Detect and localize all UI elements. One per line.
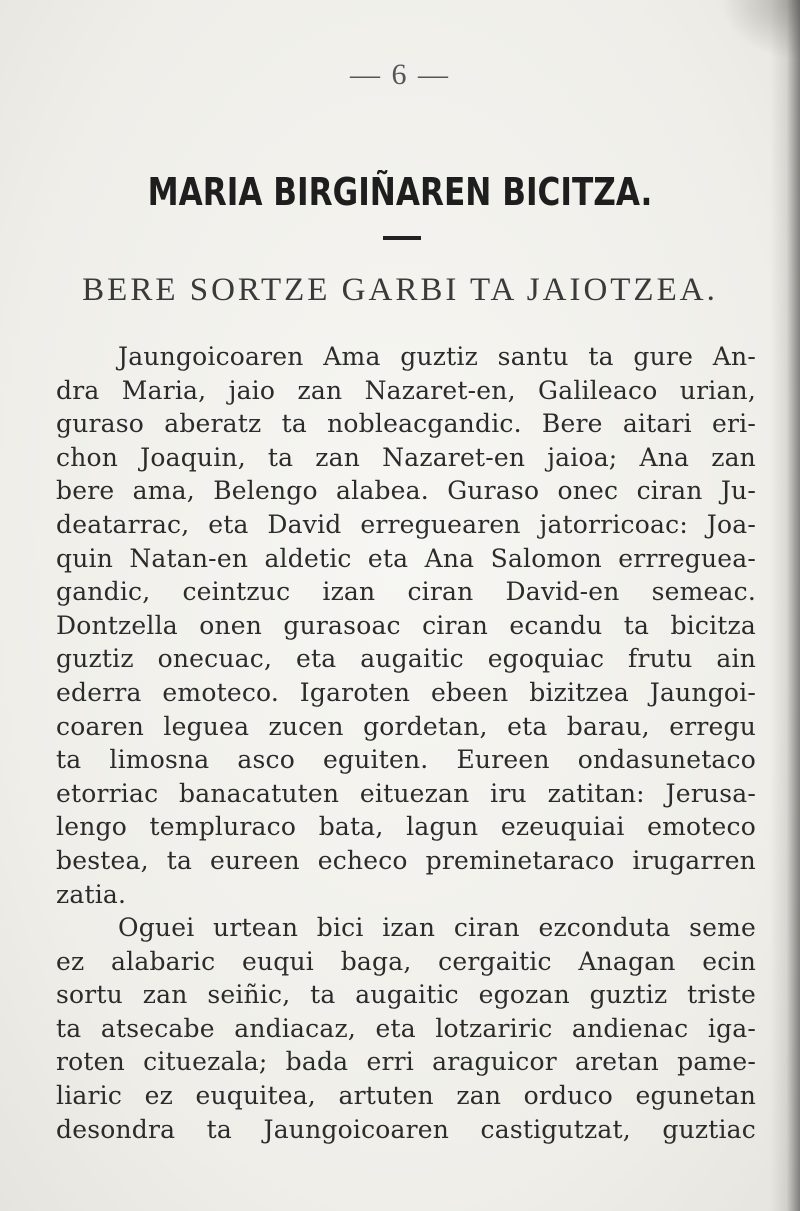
text-line: Dontzella onen gurasoac ciran ecandu ta bicitza [56,610,756,640]
body-text [56,340,756,1146]
text-line: deatarrac, eta David erreguearen jatorricoac: Joa- [56,509,756,539]
text-line: chon Joaquin, ta zan Nazaret-en jaioa; Ana zan [56,442,756,472]
text-line: Oguei urtean bici izan ciran ezconduta seme [118,913,756,943]
page-corner-shadow [720,0,800,60]
text-line: liaric ez euquitea, artuten zan orduco egunetan [56,1081,756,1111]
text-line: etorriac banacatuten eituezan iru zatitan: Jerusa- [56,778,756,808]
text-line: ez alabaric euqui baga, cergaitic Anagan ecin [56,946,756,976]
text-line: lengo templuraco bata, lagun ezeuquiai emoteco [56,812,756,842]
text-line: gandic, ceintzuc izan ciran David-en semeac. [56,577,756,607]
chapter-title: MARIA BIRGIÑAREN BICITZA. [147,170,653,214]
title-divider [383,236,421,240]
page-edge-shadow [770,0,800,1211]
text-line: ta atsecabe andiacaz, eta lotzariric andienac iga- [56,1013,756,1043]
text-line: Jaungoicoaren Ama guztiz santu ta gure An- [118,342,756,371]
text-line: roten cituezala; bada erri araguicor aretan pame- [56,1047,756,1077]
text-line: zatia. [56,879,127,909]
text-line: bere ama, Belengo alabea. Guraso onec ciran Ju- [56,476,756,506]
text-line: sortu zan seiñic, ta augaitic egozan guztiz triste [56,980,756,1010]
text-line: quin Natan-en aldetic eta Ana Salomon errreguea- [56,543,756,573]
chapter-subtitle: BERE SORTZE GARBI TA JAIOTZEA. [82,272,718,308]
page-number: — 6 — [350,58,450,91]
text-line: ederra emoteco. Igaroten ebeen bizitzea Jaungoi- [56,677,756,707]
text-line: desondra ta Jaungoicoaren castigutzat, guztiac [56,1114,756,1144]
text-line: guztiz onecuac, eta augaitic egoquiac frutu ain [56,644,756,674]
text-line: coaren leguea zucen gordetan, eta barau, erregu [56,711,756,741]
text-line: bestea, ta eureen echeco preminetaraco irugarren [56,845,756,875]
text-line: ta limosna asco eguiten. Eureen ondasunetaco [56,745,756,775]
text-line: dra Maria, jaio zan Nazaret-en, Galileaco urian, [56,375,756,405]
text-line: guraso aberatz ta nobleacgandic. Bere aitari eri- [56,409,756,439]
